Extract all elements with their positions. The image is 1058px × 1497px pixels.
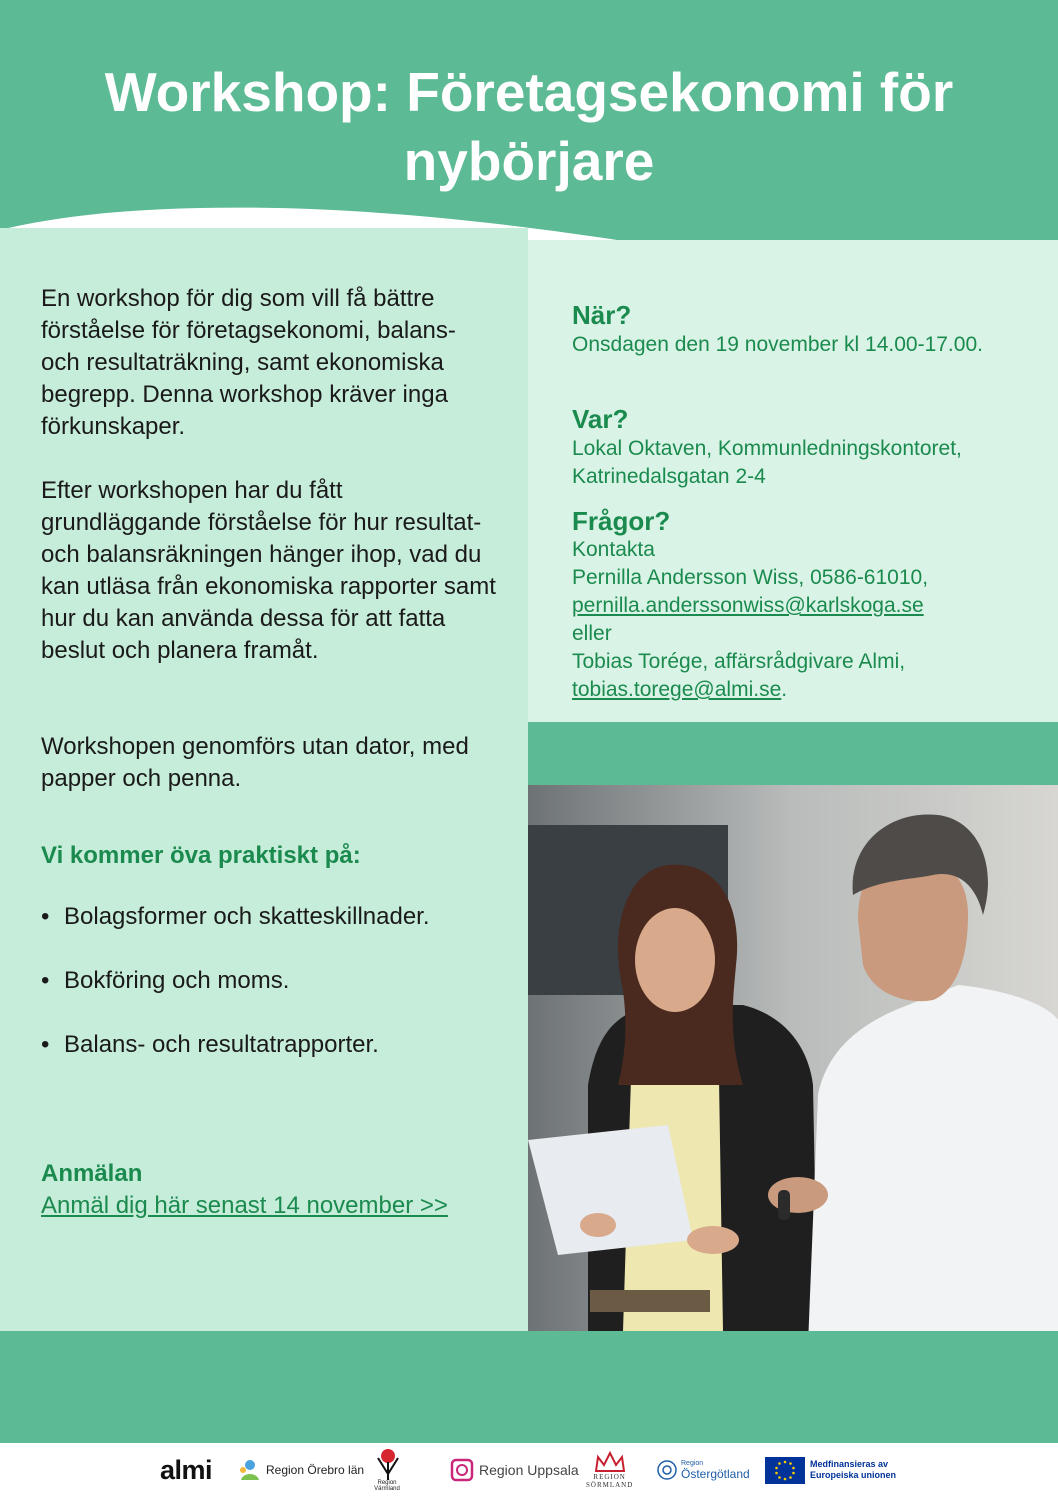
varmland-logo-line-2: Värmland xyxy=(374,1486,400,1492)
sormland-crown-icon xyxy=(594,1451,626,1473)
practice-item: • Balans- och resultatrapporter. xyxy=(41,1029,430,1061)
where-heading: Var? xyxy=(572,404,629,434)
intro-paragraph-2: Efter workshopen har du fått grundläggande förståelse för hur resultat- och balansräkningen hänger ihop, vad du kan utläsa från ekonomiska rapporter samt hur du kan använda dessa för att fatta beslut och planera framåt. xyxy=(41,477,496,664)
varmland-logo-line-1: Region xyxy=(377,1480,397,1486)
contact-label: Kontakta xyxy=(572,538,655,561)
uppsala-emblem-icon xyxy=(450,1458,474,1482)
sormland-logo-line-2: SÖRMLAND xyxy=(586,1481,634,1489)
where-line-1: Lokal Oktaven, Kommunledningskontoret, xyxy=(572,437,962,460)
almi-logo-text: almi xyxy=(160,1454,213,1485)
region-varmland-logo xyxy=(372,1443,402,1497)
practice-item: • Bokföring och moms. xyxy=(41,965,430,997)
ostergotland-logo-text: Östergötland xyxy=(681,1466,750,1481)
eu-logo-line-2: Europeiska unionen xyxy=(810,1470,897,1480)
intro-paragraph-1: En workshop för dig som vill få bättre förståelse för företagsekonomi, balans- och resultaträkning, samt ekonomiska begrepp. Denna workshop kräver inga förkunskaper. xyxy=(41,285,456,440)
contact-2-name: Tobias Torége, affärsrådgivare Almi, xyxy=(572,650,906,673)
sormland-logo-line-1: REGION xyxy=(593,1473,626,1481)
registration-heading: Anmälan xyxy=(41,1160,143,1187)
contact-1-email-link[interactable]: pernilla.anderssonwiss@karlskoga.se xyxy=(572,594,924,617)
footer-band xyxy=(0,1331,1058,1443)
registration-link[interactable]: Anmäl dig här senast 14 november >> xyxy=(41,1192,448,1219)
ostergotland-emblem-icon xyxy=(656,1459,678,1481)
practice-list xyxy=(41,901,430,1093)
intro-paragraph-3: Workshopen genomförs utan dator, med papper och penna. xyxy=(41,733,469,792)
region-sormland-logo xyxy=(586,1443,633,1497)
orebro-logo-text: Region Örebro län xyxy=(266,1463,365,1477)
contact-2-email-link[interactable]: tobias.torege@almi.se xyxy=(572,678,782,701)
eu-flag-icon xyxy=(765,1457,805,1484)
region-ostergotland-logo xyxy=(656,1443,750,1497)
when-heading: När? xyxy=(572,300,632,330)
almi-logo xyxy=(160,1443,212,1497)
region-uppsala-logo xyxy=(450,1443,579,1497)
uppsala-logo-text: Region Uppsala xyxy=(479,1462,579,1478)
eu-cofunding-logo xyxy=(765,1443,896,1497)
region-orebro-logo xyxy=(238,1443,364,1497)
title-line-1: Workshop: Företagsekonomi för xyxy=(104,61,954,123)
varmland-emblem-icon xyxy=(372,1448,402,1480)
photo-illustration xyxy=(528,785,1058,1331)
contact-1-name: Pernilla Andersson Wiss, 0586-61010, xyxy=(572,566,929,589)
title-line-2: nybörjare xyxy=(403,130,655,192)
ostergotland-logo-text-block xyxy=(681,1460,750,1481)
ostergotland-logo-small: Region xyxy=(681,1459,704,1467)
when-text: Onsdagen den 19 november kl 14.00-17.00. xyxy=(572,333,983,356)
contact-or: eller xyxy=(572,622,612,645)
practice-heading: Vi kommer öva praktiskt på: xyxy=(41,842,361,869)
green-strip xyxy=(528,722,1058,785)
photo xyxy=(528,785,1058,1331)
contact-block xyxy=(572,536,1042,704)
where-line-2: Katrinedalsgatan 2-4 xyxy=(572,465,766,488)
questions-heading: Frågor? xyxy=(572,506,671,536)
practice-item: • Bolagsformer och skatteskillnader. xyxy=(41,901,430,933)
contact-2-period: . xyxy=(781,678,788,701)
partner-logos xyxy=(0,1443,1058,1497)
eu-logo-line-1: Medfinansieras av xyxy=(810,1459,889,1469)
where-text xyxy=(572,435,1042,491)
eu-logo-text-block xyxy=(810,1459,896,1481)
orebro-emblem-icon xyxy=(238,1458,262,1482)
page-title xyxy=(0,58,1058,196)
